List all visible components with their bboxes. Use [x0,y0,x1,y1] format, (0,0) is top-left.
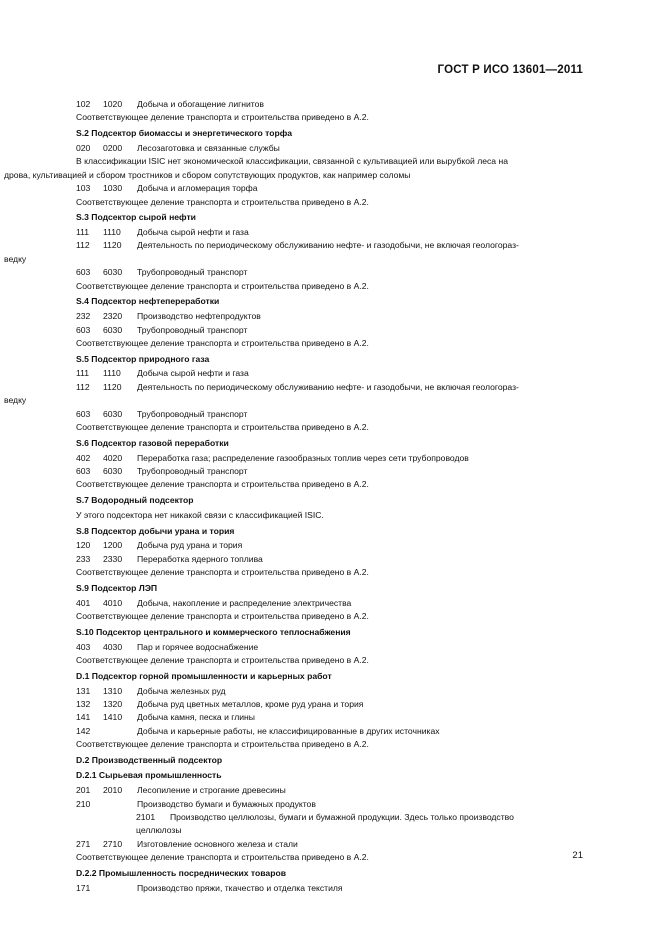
list-item: 103 1030 Добыча и агломерация торфа [76,183,258,194]
paragraph-line: В классификации ISIC нет экономической классификации, связанной с культивацией или вырубкой леса на [76,156,509,167]
list-item: 603 6030 Трубопроводный транспорт [76,408,248,419]
list-item: 141 1410 Добыча камня, песка и глины [76,712,255,723]
note-text: Соответствующее деление транспорта и строительства приведено в А.2. [76,852,369,863]
list-item: 142 Добыча и карьерные работы, не классифицированные в других источниках [76,725,440,736]
document-body [4,98,584,895]
sub-list-item: 2101 Производство целлюлозы, бумаги и бумажной продукции. Здесь только производство [136,812,514,823]
section-heading: S.6 Подсектор газовой переработки [76,437,229,448]
sub-list-item-continuation: целлюлозы [136,825,182,836]
list-item-continuation: ведку [4,253,27,264]
document-header-title: ГОСТ Р ИСО 13601—2011 [437,64,583,76]
list-item: 401 4010 Добыча, накопление и распределение электричества [76,597,352,608]
paragraph-line: У этого подсектора нет никакой связи с классификацией ISIC. [76,509,324,520]
note-text: Соответствующее деление транспорта и строительства приведено в А.2. [76,196,369,207]
note-text: Соответствующее деление транспорта и строительства приведено в А.2. [76,337,369,348]
list-item: 112 1120 Деятельность по периодическому обслуживанию нефте- и газодобычи, не включая геологораз- [76,381,519,392]
list-item: 603 6030 Трубопроводный транспорт [76,267,248,278]
list-item: 603 6030 Трубопроводный транспорт [76,324,248,335]
list-item: 402 4020 Переработка газа; распределение газообразных топлив через сети трубопроводов [76,452,469,463]
note-text: Соответствующее деление транспорта и строительства приведено в А.2. [76,479,369,490]
note-text: Соответствующее деление транспорта и строительства приведено в А.2. [76,655,369,666]
section-heading: S.4 Подсектор нефтепереработки [76,296,220,307]
list-item: 131 1310 Добыча железных руд [76,685,226,696]
section-heading: S.5 Подсектор природного газа [76,353,210,364]
list-item: 603 6030 Трубопроводный транспорт [76,466,248,476]
section-heading: S.10 Подсектор центрального и коммерческого теплоснабжения [76,626,351,637]
page-number: 21 [572,850,583,861]
list-item: 102 1020 Добыча и обогащение лигнитов [76,99,264,109]
list-item: 233 2330 Переработка ядерного топлива [76,553,263,564]
note-text: Соответствующее деление транспорта и строительства приведено в А.2. [76,567,369,578]
list-item-continuation: ведку [4,395,27,406]
subsection-heading: D.2.2 Промышленность посреднических товаров [76,867,286,878]
section-heading: S.3 Подсектор сырой нефти [76,212,196,223]
section-heading: S.8 Подсектор добычи урана и тория [76,525,235,536]
list-item: 210 Производство бумаги и бумажных продуктов [76,798,316,809]
list-item: 111 1110 Добыча сырой нефти и газа [76,368,249,379]
list-item: 132 1320 Добыча руд цветных металлов, кроме руд урана и тория [76,698,364,709]
list-item: 120 1200 Добыча руд урана и тория [76,540,243,551]
section-heading: D.2 Производственный подсектор [76,754,223,765]
list-item: 232 2320 Производство нефтепродуктов [76,311,261,322]
section-heading: S.9 Подсектор ЛЭП [76,582,158,593]
note-text: Соответствующее деление транспорта и строительства приведено в А.2. [76,739,369,750]
list-item: 171 Производство пряжи, ткачество и отделка текстиля [76,882,343,893]
list-item: 112 1120 Деятельность по периодическому обслуживанию нефте- и газодобычи, не включая геологораз- [76,240,519,251]
list-item: 403 4030 Пар и горячее водоснабжение [76,641,259,652]
note-text: Соответствующее деление транспорта и строительства приведено в А.2. [76,611,369,622]
note-text: Соответствующее деление транспорта и строительства приведено в А.2. [76,112,369,123]
section-heading: D.1 Подсектор горной промышленности и карьерных работ [76,670,332,681]
note-text: Соответствующее деление транспорта и строительства приведено в А.2. [76,422,369,433]
section-heading: S.2 Подсектор биомассы и энергетического торфа [76,128,293,138]
list-item: 020 0200 Лесозаготовка и связанные службы [76,142,280,153]
section-heading: S.7 Водородный подсектор [76,495,194,505]
paragraph-line: дрова, культивацией и сбором тростников и сбором сопутствующих продуктов, как например соломы [4,169,411,180]
list-item: 111 1110 Добыча сырой нефти и газа [76,227,249,238]
subsection-heading: D.2.1 Сырьевая промышленность [76,770,222,781]
note-text: Соответствующее деление транспорта и строительства приведено в А.2. [76,280,369,291]
list-item: 271 2710 Изготовление основного железа и стали [76,838,298,849]
list-item: 201 2010 Лесопиление и строгание древесины [76,785,286,796]
